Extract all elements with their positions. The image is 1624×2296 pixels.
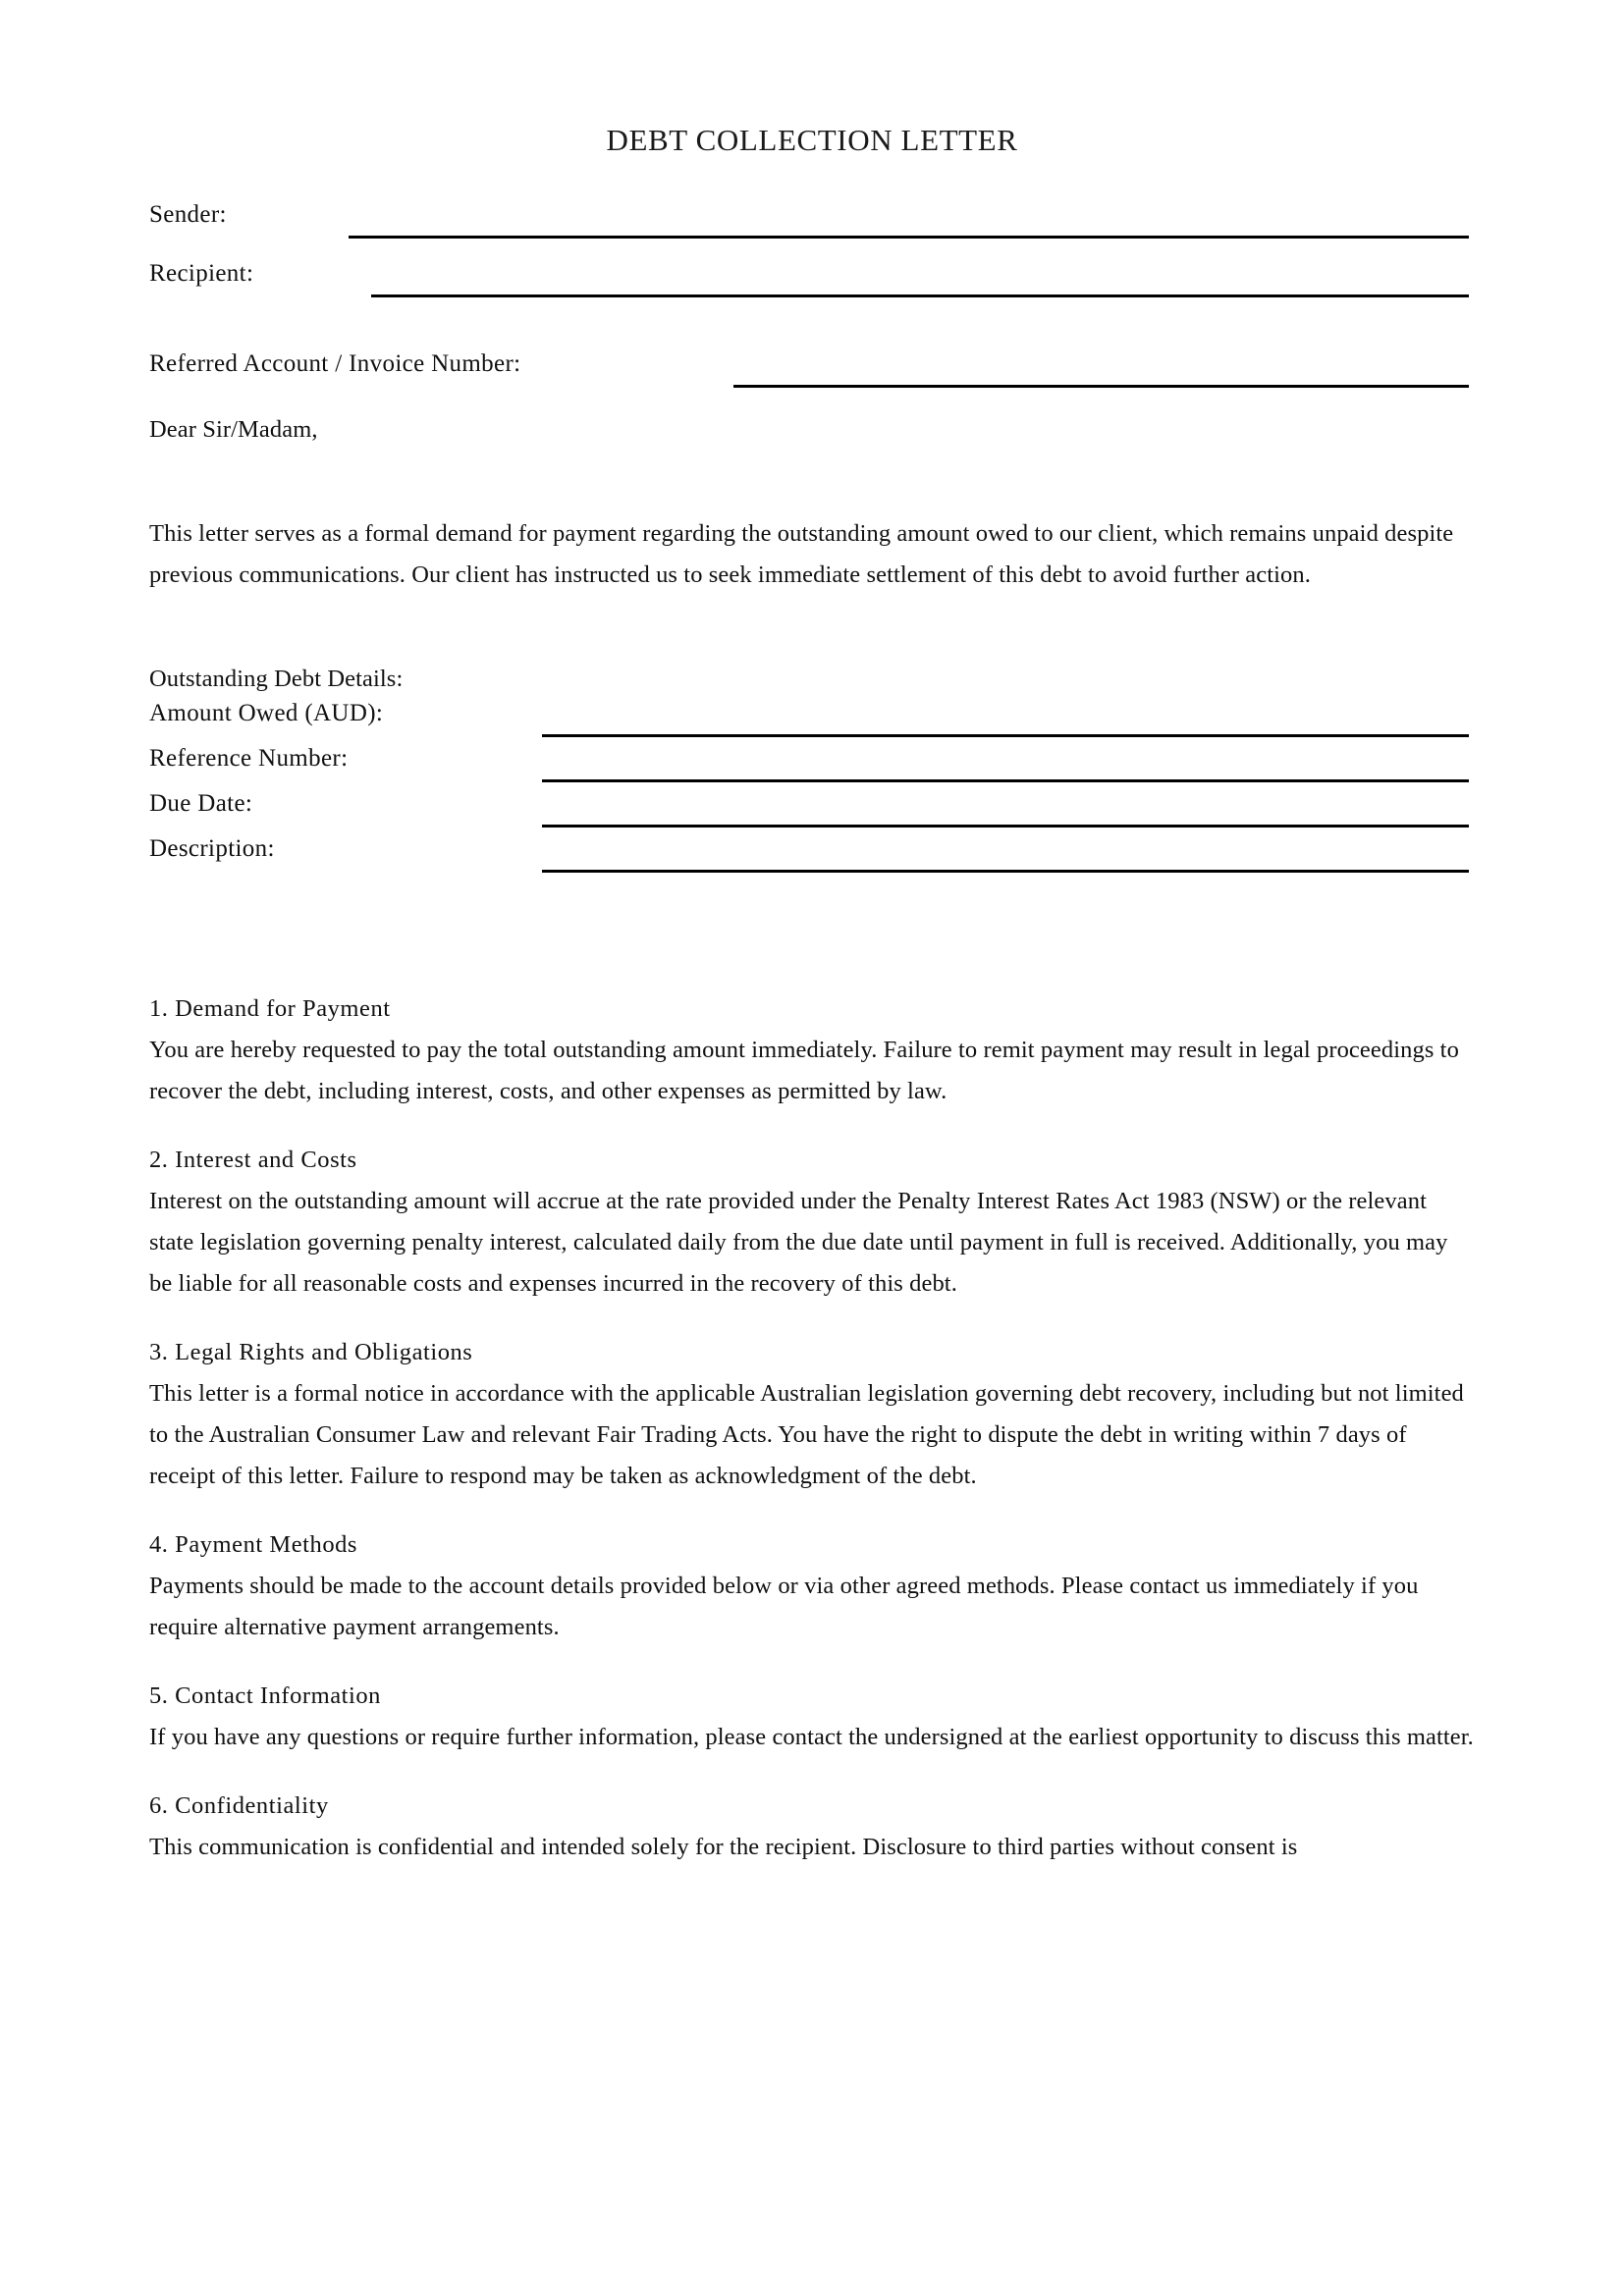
section-heading-contact-information: 5. Contact Information: [149, 1682, 381, 1709]
field-row-sender: [149, 201, 1477, 246]
spacer: [149, 451, 1477, 513]
spacer: [149, 1112, 1477, 1140]
field-label-description: Description:: [149, 835, 275, 862]
section-heading-legal-rights-and-obligations: 3. Legal Rights and Obligations: [149, 1339, 473, 1365]
section-heading-payment-methods: 4. Payment Methods: [149, 1531, 358, 1558]
field-input-recipient[interactable]: [371, 294, 1469, 297]
section-body-confidentiality: This communication is confidential and intended solely for the recipient. Disclosure to third parties without consent is: [149, 1834, 1298, 1860]
field-label-referred-account: Referred Account / Invoice Number:: [149, 350, 521, 377]
spacer: [149, 1497, 1477, 1524]
spacer: [149, 305, 1477, 350]
field-row-amount-owed: [149, 700, 1477, 745]
field-row-due-date: [149, 790, 1477, 835]
field-label-sender: Sender:: [149, 201, 227, 228]
field-row-referred-account: [149, 350, 1477, 396]
section-body-demand-for-payment: You are hereby requested to pay the total outstanding amount immediately. Failure to remit payment may result in legal proceedings to recover the debt, including interest, costs, and other expenses as permitted by law.: [149, 1037, 1459, 1104]
spacer: [149, 1758, 1477, 1786]
debt-details-heading: Outstanding Debt Details:: [149, 666, 404, 692]
section-heading-interest-and-costs: 2. Interest and Costs: [149, 1147, 357, 1173]
field-input-due-date[interactable]: [542, 825, 1469, 828]
section-body-legal-rights-and-obligations: This letter is a formal notice in accordance with the applicable Australian legislation governing debt recovery, including but not limited to the Australian Consumer Law and relevant Fair Trading Acts. You have the right to dispute the debt in writing within 7 days of receipt of this letter. Failure to respond may be taken as acknowledgment of the debt.: [149, 1380, 1464, 1489]
spacer: [149, 396, 1477, 409]
spacer: [149, 1305, 1477, 1332]
field-input-amount-owed[interactable]: [542, 734, 1469, 737]
field-row-reference-number: [149, 745, 1477, 790]
spacer: [149, 1648, 1477, 1676]
page-title: DEBT COLLECTION LETTER: [606, 123, 1018, 157]
field-label-amount-owed: Amount Owed (AUD):: [149, 700, 384, 726]
spacer: [149, 246, 1477, 260]
field-input-description[interactable]: [542, 870, 1469, 873]
header-fields-block: [149, 201, 1477, 1868]
section-body-contact-information: If you have any questions or require further information, please contact the undersigned at the earliest opportunity to discuss this matter.: [149, 1724, 1474, 1750]
section-body-payment-methods: Payments should be made to the account details provided below or via other agreed methods. Please contact us immediately if you require alternative payment arrangements.: [149, 1573, 1419, 1640]
section-heading-confidentiality: 6. Confidentiality: [149, 1792, 329, 1819]
field-label-reference-number: Reference Number:: [149, 745, 349, 772]
field-label-due-date: Due Date:: [149, 790, 253, 817]
field-label-recipient: Recipient:: [149, 260, 254, 287]
section-body-interest-and-costs: Interest on the outstanding amount will accrue at the rate provided under the Penalty Interest Rates Act 1983 (NSW) or the relevant state legislation governing penalty interest, calculated daily from the due date until payment in full is received. Additionally, you may be liable for all reasonable costs and expenses incurred in the recovery of this debt.: [149, 1188, 1448, 1297]
section-heading-demand-for-payment: 1. Demand for Payment: [149, 995, 391, 1022]
field-input-referred-account[interactable]: [733, 385, 1469, 388]
salutation: Dear Sir/Madam,: [149, 416, 318, 443]
field-row-recipient: [149, 260, 1477, 305]
field-row-description: [149, 835, 1477, 881]
field-input-sender[interactable]: [349, 236, 1469, 239]
spacer: [149, 881, 1477, 943]
spacer: [149, 943, 1477, 988]
field-input-reference-number[interactable]: [542, 779, 1469, 782]
intro-paragraph: This letter serves as a formal demand for payment regarding the outstanding amount owed to our client, which remains unpaid despite previous communications. Our client has instructed us to seek immediate settlement of this debt to avoid further action.: [149, 520, 1454, 588]
spacer: [149, 596, 1477, 659]
